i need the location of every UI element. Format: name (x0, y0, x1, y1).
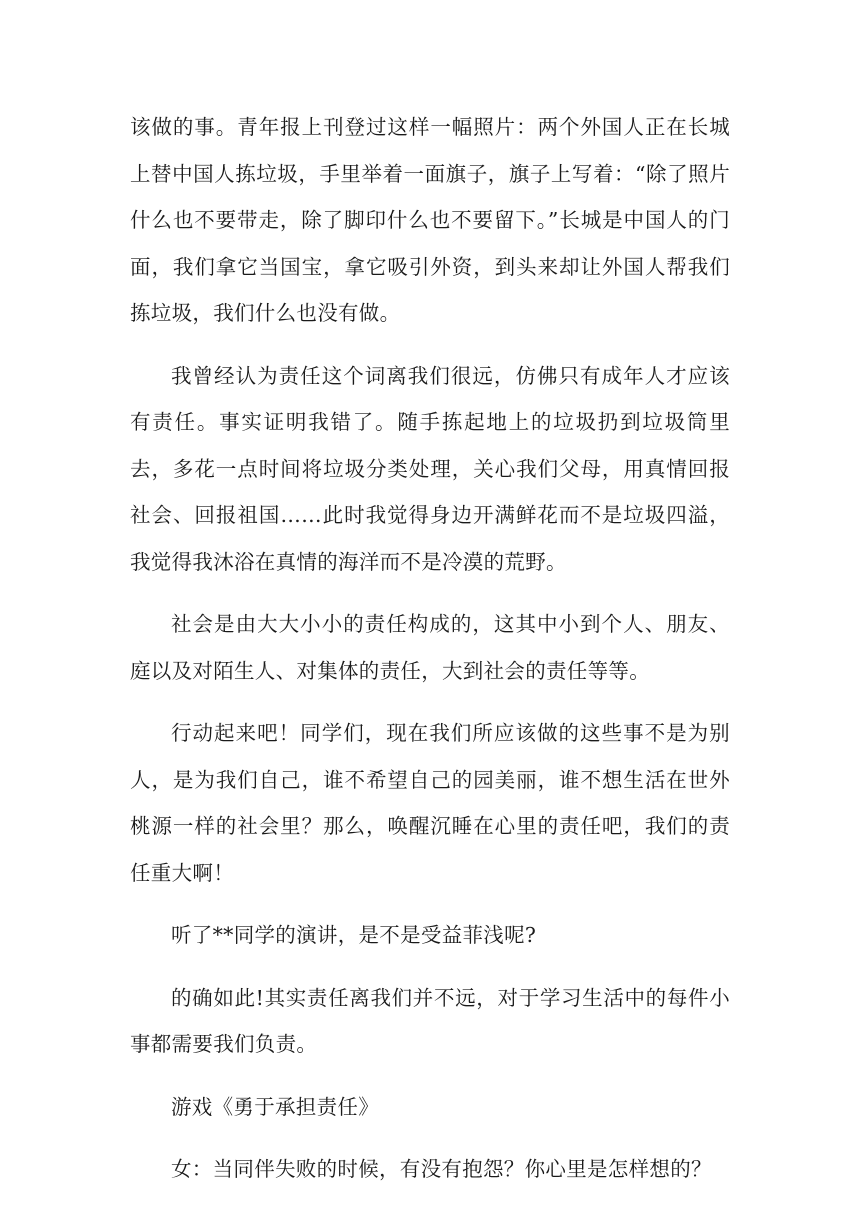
document-body (130, 104, 730, 1209)
paragraph-5: 听了**同学的演讲，是不是受益菲浅呢? (171, 923, 537, 947)
paragraph-2: 我曾经认为责任这个词离我们很远，仿佛只有成年人才应该有责任。事实证明我错了。随手拣起地上的垃圾扔到垃圾筒里去，多花一点时间将垃圾分类处理，关心我们父母，用真情回报社会、回报祖国……此时我觉得身边开满鲜花而不是垃圾四溢，我觉得我沐浴在真情的海洋而不是冷漠的荒野。 (130, 363, 730, 574)
paragraph-1: 该做的事。青年报上刊登过这样一幅照片：两个外国人正在长城上替中国人拣垃圾，手里举着一面旗子，旗子上写着：“除了照片什么也不要带走，除了脚印什么也不要留下。”长城是中国人的门面，我们拿它当国宝，拿它吸引外资，到头来却让外国人帮我们拣垃圾，我们什么也没有做。 (130, 115, 730, 325)
paragraph-4: 行动起来吧！同学们，现在我们所应该做的这些事不是为别人，是为我们自己，谁不希望自己的园美丽，谁不想生活在世外桃源一样的社会里？那么，唤醒沉睡在心里的责任吧，我们的责任重大啊！ (130, 721, 730, 885)
paragraph-7: 游戏《勇于承担责任》 (171, 1094, 379, 1119)
paragraph-8: 女：当同伴失败的时候，有没有抱怨？你心里是怎样想的？ (171, 1157, 712, 1181)
paragraph-3: 社会是由大大小小的责任构成的，这其中小到个人、朋友、庭以及对陌生人、对集体的责任，大到社会的责任等等。 (130, 612, 730, 683)
paragraph-6: 的确如此!其实责任离我们并不远，对于学习生活中的每件小事都需要我们负责。 (130, 985, 730, 1056)
